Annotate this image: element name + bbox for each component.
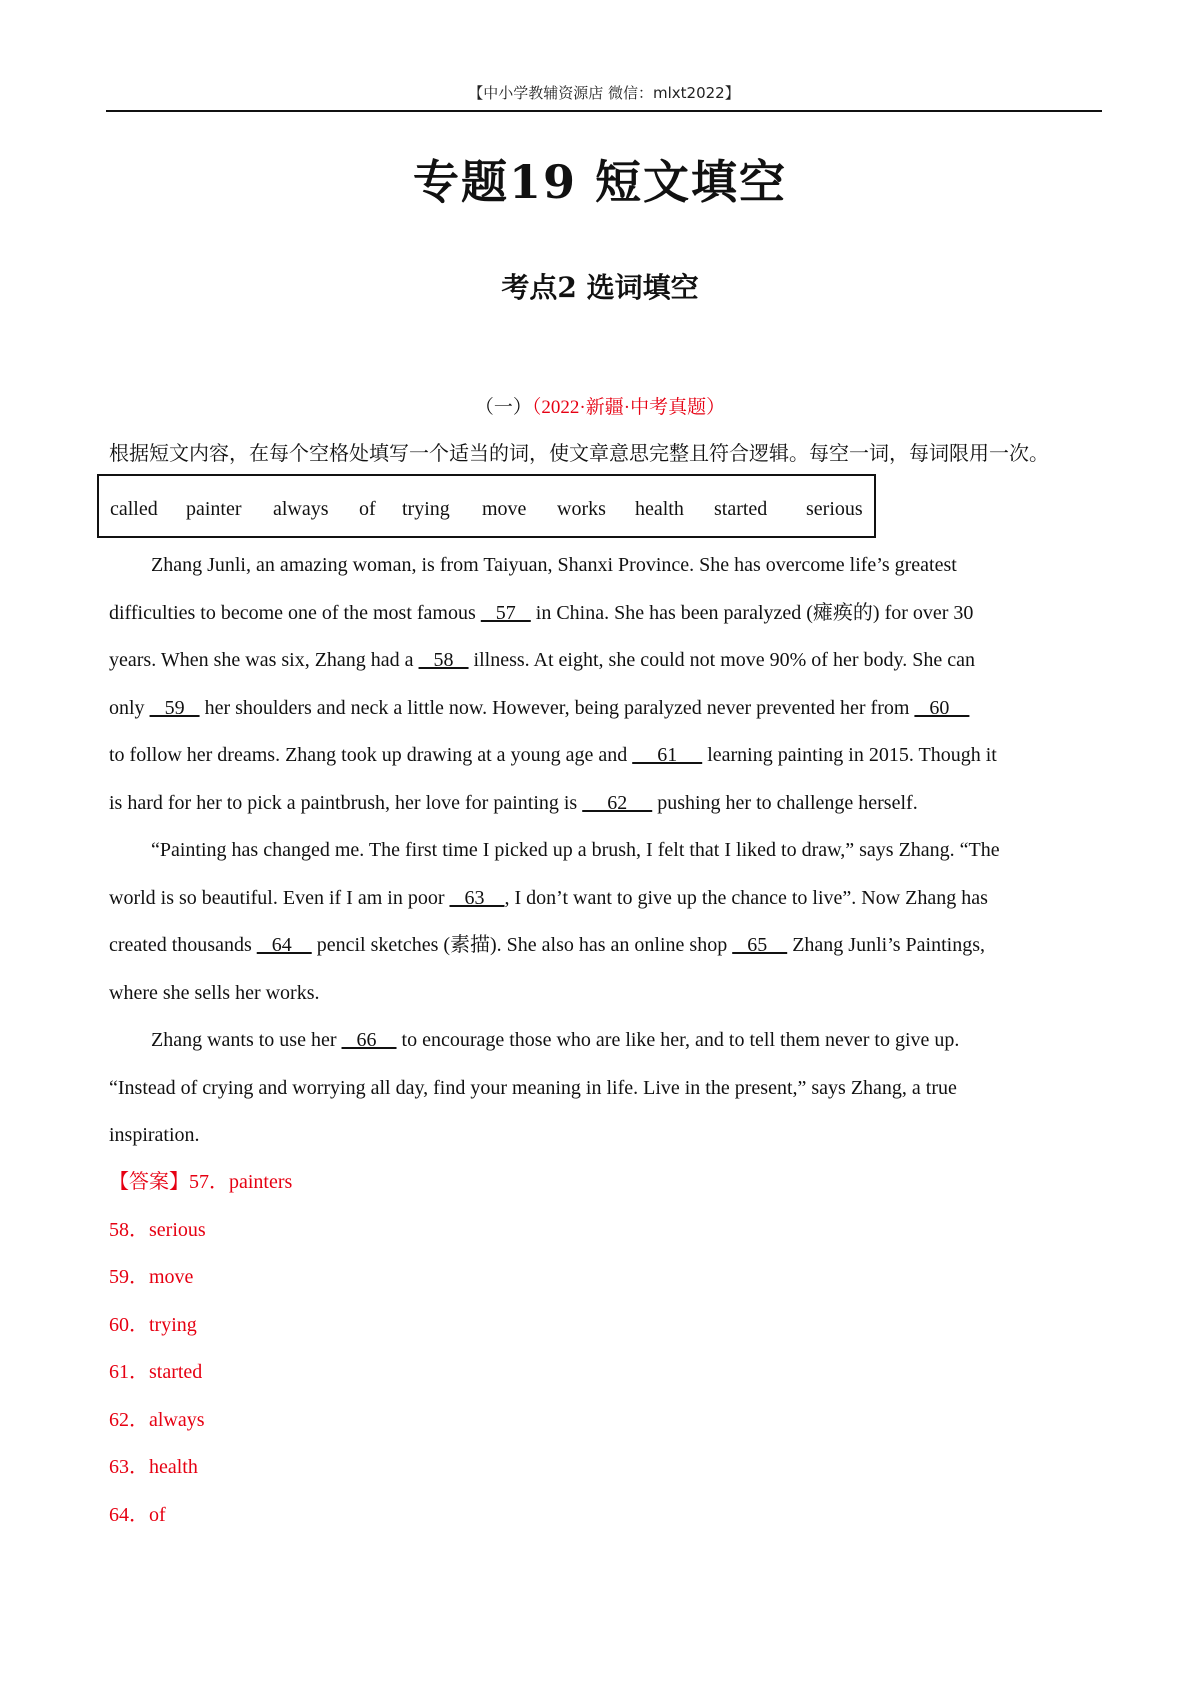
text-run: her shoulders and neck a little now. However, being paralyzed never prevented her from (199, 696, 915, 719)
answer-item: 62．always (109, 1408, 205, 1431)
text-run: world is so beautiful. Even if I am in poor (109, 886, 450, 909)
passage-line: Zhang Junli, an amazing woman, is from Taiyuan, Shanxi Province. She has overcome life’s greatest (151, 554, 957, 576)
passage-line: where she sells her works. (109, 981, 320, 1004)
blank-59: 59 (149, 696, 200, 719)
instruction-text: 根据短文内容，在每个空格处填写一个适当的词，使文章意思完整且符合逻辑。每空一词，每词限用一次。 (109, 441, 1049, 465)
passage-line (109, 780, 1099, 828)
answer-item: 59．move (109, 1266, 194, 1288)
answer-list (109, 1159, 292, 1539)
passage-line: “Instead of crying and worrying all day, find your meaning in life. Live in the present,” says Zhang, a true (109, 1076, 957, 1099)
text-run: Zhang Junli’s Paintings, (787, 934, 985, 956)
text-run: to encourage those who are like her, and to tell them never to give up. (396, 1029, 960, 1051)
passage-paragraph-2 (109, 827, 1099, 1017)
blank-62: 62 (582, 791, 653, 814)
passage-line (109, 875, 1099, 923)
word-bank-item: called (110, 498, 158, 520)
word-bank-item: move (482, 498, 527, 520)
passage-line (109, 922, 1099, 970)
passage-line (109, 637, 1099, 685)
passage-line (109, 685, 1099, 733)
word-bank-item: works (557, 498, 606, 520)
word-bank-item: of (359, 498, 376, 520)
blank-60: 60 (914, 696, 970, 719)
page-title: 专题19 短文填空 (412, 155, 788, 209)
section-subtitle: 考点2 选词填空 (501, 271, 699, 304)
text-run: created thousands (109, 934, 257, 956)
source-prefix: （一） (474, 397, 532, 418)
text-run: in China. She has been paralyzed (瘫痪的) for over 30 (530, 601, 974, 624)
passage-line: inspiration. (109, 1124, 200, 1146)
passage-line (109, 732, 1099, 780)
text-run: learning painting in 2015. Though it (702, 744, 997, 766)
passage-line (109, 1017, 1099, 1065)
blank-64: 64 (256, 934, 312, 956)
text-run: , I don’t want to give up the chance to live”. Now Zhang has (504, 886, 988, 909)
word-bank-item: trying (402, 498, 450, 520)
blank-57: 57 (480, 601, 531, 624)
page-header: 【中小学教辅资源店 微信：mlxt2022】 (468, 84, 740, 102)
blank-65: 65 (732, 934, 788, 956)
question-source (0, 392, 1200, 419)
text-run: difficulties to become one of the most famous (109, 601, 481, 624)
text-run: illness. At eight, she could not move 90% of her body. She can (468, 649, 975, 671)
word-bank-item: serious (806, 498, 863, 520)
text-run: Zhang wants to use her (151, 1029, 342, 1051)
passage-paragraph-3 (109, 1017, 1099, 1160)
answer-item: 【答案】57．painters (109, 1171, 293, 1193)
word-bank-item: started (714, 498, 768, 520)
answer-item: 64．of (109, 1503, 166, 1526)
passage-line: “Painting has changed me. The first time I picked up a brush, I felt that I liked to draw,” says Zhang. “The (151, 839, 1000, 861)
passage-paragraph-1 (109, 542, 1099, 827)
word-bank-item: health (635, 498, 684, 520)
text-run: pushing her to challenge herself. (652, 791, 918, 814)
answer-item: 60．trying (109, 1313, 197, 1336)
blank-58: 58 (418, 649, 469, 671)
text-run: years. When she was six, Zhang had a (109, 649, 419, 671)
header-rule (106, 110, 1102, 112)
answer-item: 61．started (109, 1361, 203, 1383)
text-run: is hard for her to pick a paintbrush, her love for painting is (109, 791, 583, 814)
passage-line (109, 590, 1099, 638)
blank-66: 66 (341, 1029, 397, 1051)
text-run: pencil sketches (素描). She also has an online shop (311, 934, 733, 956)
source-label: （2022·新疆·中考真题） (531, 397, 726, 418)
blank-61: 61 (632, 744, 703, 766)
blank-63: 63 (449, 886, 505, 909)
answer-item: 63．health (109, 1456, 198, 1478)
word-bank-item: painter (186, 498, 242, 520)
word-bank (97, 474, 876, 538)
text-run: to follow her dreams. Zhang took up drawing at a young age and (109, 744, 633, 766)
word-bank-item: always (273, 498, 329, 520)
text-run: only (109, 696, 150, 719)
answer-item: 58．serious (109, 1218, 206, 1241)
